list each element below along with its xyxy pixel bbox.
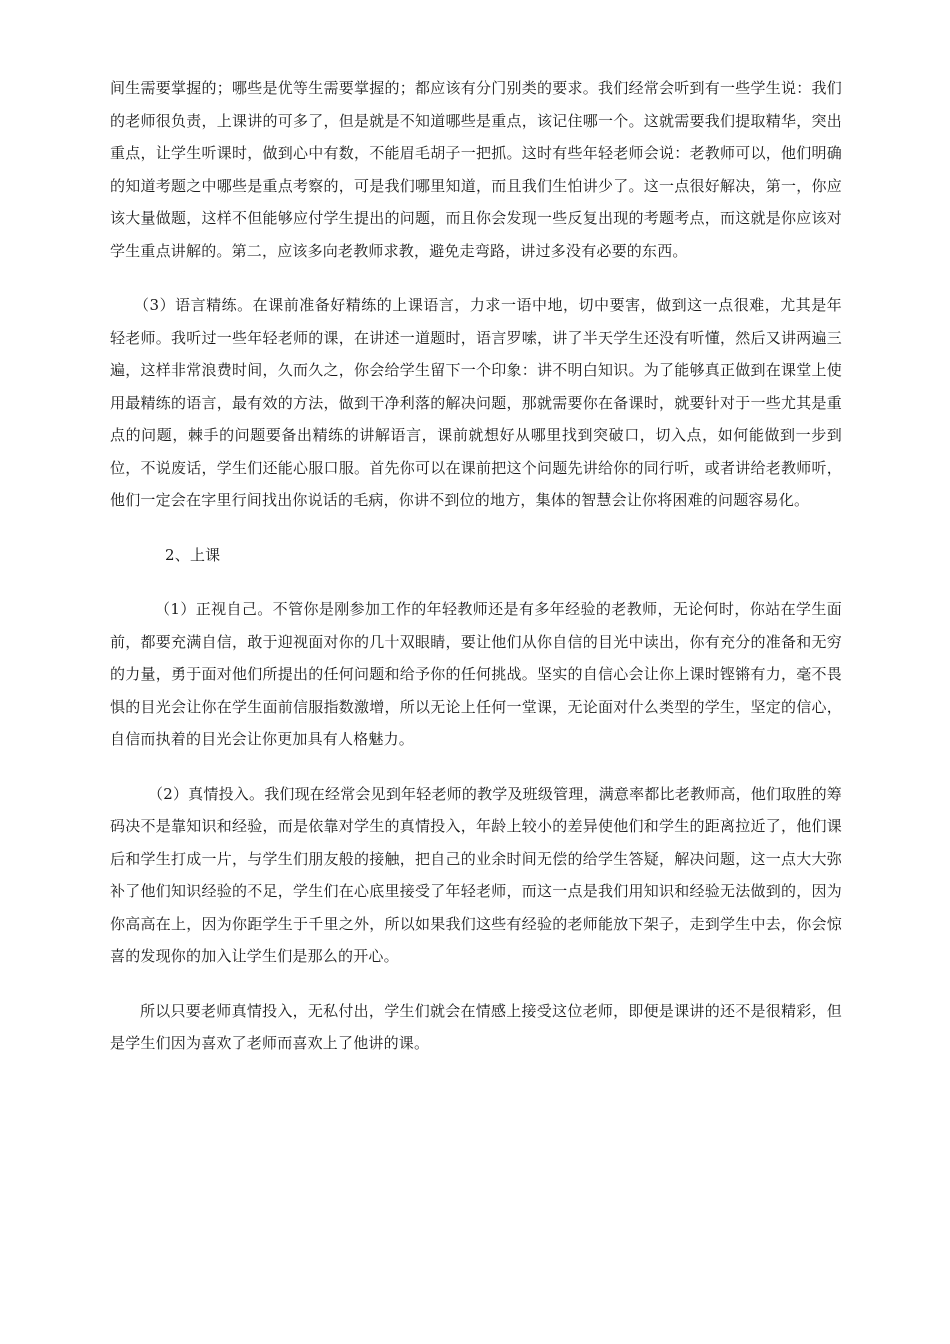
paragraph-sincere-involvement: （2）真情投入。我们现在经常会见到年轻老师的教学及班级管理，满意率都比老教师高，他们取胜的筹码决不是靠知识和经验，而是依靠对学生的真情投入，年龄上较小的差异使他们和学生的距离拉近了，他们课后和学生打成一片，与学生们朋友般的接触，把自己的业余时间无偿的给学生答疑，解决问题，这一点大大弥补了他们知识经验的不足，学生们在心底里接受了年轻老师，而这一点是我们用知识和经验无法做到的，因为你高高在上，因为你距学生于千里之外，所以如果我们这些有经验的老师能放下架子，走到学生中去，你会惊喜的发现你的加入让学生们是那么的开心。 [110,784,842,965]
paragraph-continuation: 间生需要掌握的；哪些是优等生需要掌握的；都应该有分门别类的要求。我们经常会听到有一些学生说：我们的老师很负责，上课讲的可多了，但是就是不知道哪些是重点，该记住哪一个。这就需要我们提取精华，突出重点，让学生听课时，做到心中有数，不能眉毛胡子一把抓。这时有些年轻老师会说：老教师可以，他们明确的知道考题之中哪些是重点考察的，可是我们哪里知道，而且我们生怕讲少了。这一点很好解决，第一，你应该大量做题，这样不但能够应付学生提出的问题，而且你会发现一些反复出现的考题考点，而这就是你应该对学生重点讲解的。第二，应该多向老教师求教，避免走弯路，讲过多没有必要的东西。 [110,79,842,260]
section-heading-class: 2、上课 [165,545,221,564]
paragraph-conclusion: 所以只要老师真情投入，无私付出，学生们就会在情感上接受这位老师，即便是课讲的还不是很精彩，但是学生们因为喜欢了老师而喜欢上了他讲的课。 [110,1001,842,1052]
paragraph-language-concise: （3）语言精练。在课前准备好精练的上课语言，力求一语中地，切中要害，做到这一点很难，尤其是年轻老师。我听过一些年轻老师的课，在讲述一道题时，语言罗嗦，讲了半天学生还没有听懂，然后又讲两遍三遍，这样非常浪费时间，久而久之，你会给学生留下一个印象：讲不明白知识。为了能够真正做到在课堂上使用最精练的语言，最有效的方法，做到干净利落的解决问题，那就需要你在备课时，就要针对于一些尤其是重点的问题，棘手的问题要备出精练的讲解语言，课前就想好从哪里找到突破口，切入点，如何能做到一步到位，不说废话，学生们还能心服口服。首先你可以在课前把这个问题先讲给你的同行听，或者讲给老教师听，他们一定会在字里行间找出你说话的毛病，你讲不到位的地方，集体的智慧会让你将困难的问题容易化。 [110,296,842,509]
paragraph-self-confidence: （1）正视自己。不管你是刚参加工作的年轻教师还是有多年经验的老教师，无论何时，你站在学生面前，都要充满自信，敢于迎视面对你的几十双眼睛，要让他们从你自信的目光中读出，你有充分的准备和无穷的力量，勇于面对他们所提出的任何问题和给予你的任何挑战。坚实的自信心会让你上课时铿锵有力，毫不畏惧的目光会让你在学生面前信服指数激增，所以无论上任何一堂课，无论面对什么类型的学生，坚定的信心，自信而执着的目光会让你更加具有人格魅力。 [110,600,842,748]
document-body [110,72,842,1082]
